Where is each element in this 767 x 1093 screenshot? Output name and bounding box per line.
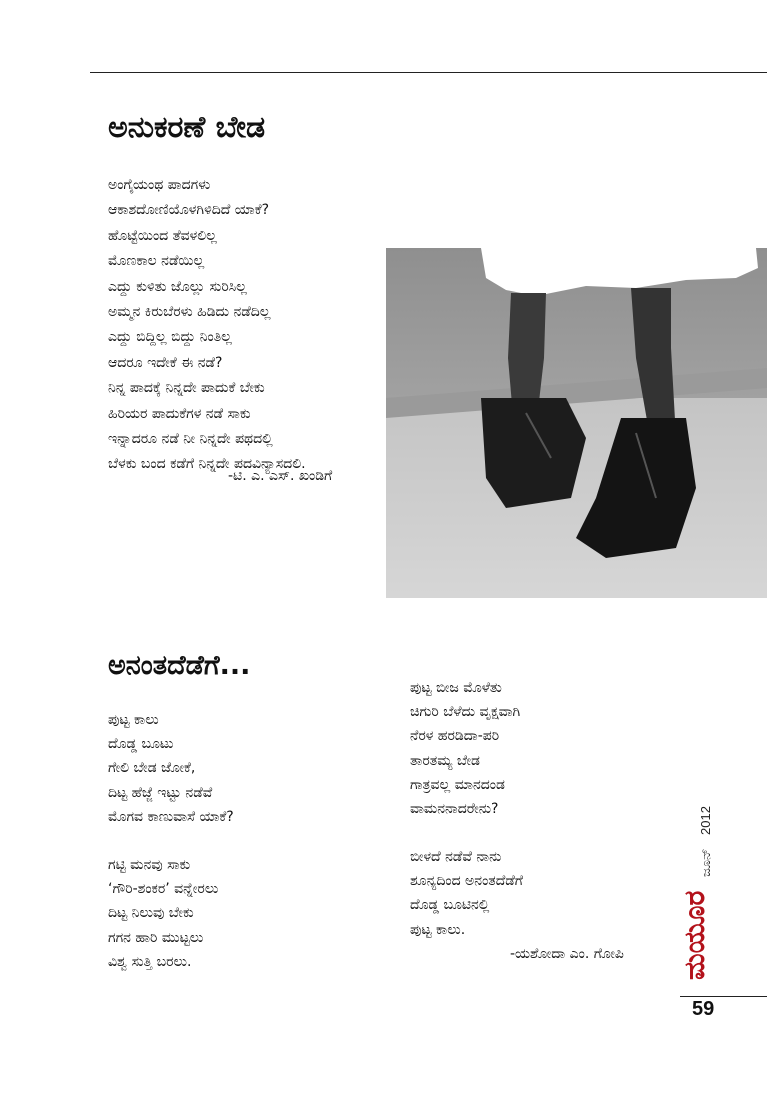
magazine-month: ಜೂನ್ (699, 848, 714, 877)
poem-line: ಪುಟ್ಟ ಕಾಲು. (410, 921, 466, 938)
poem-line: ಎದ್ದು ಬಿದ್ದಿಲ್ಲ ಬಿದ್ದು ನಿಂತಿಲ್ಲ (108, 329, 232, 346)
poem2-author: -ಯಶೋದಾ ಎಂ. ಗೋಪಿ (510, 946, 624, 962)
poem-line: ದೊಡ್ಡ ಬೂಟು (108, 736, 174, 753)
poem1-title: ಅನುಕರಣೆ ಬೇಡ (108, 110, 266, 145)
poem-line: ಹಿರಿಯರ ಪಾದುಕೆಗಳ ನಡೆ ಸಾಕು (108, 405, 251, 422)
poem-line: ‘ಗೌರಿ-ಶಂಕರ’ ವನ್ನೇರಲು (108, 881, 219, 898)
poem-line: ಬೆಳಕು ಬಂದ ಕಡೆಗೆ ನಿನ್ನದೇ ಪದವಿನ್ಯಾಸದಲಿ. (108, 456, 306, 473)
poem-line: ನೆರಳ ಹರಡಿದಾ-ಪರಿ (410, 728, 500, 745)
poem2-stanza2 (108, 853, 218, 974)
poem2-stanza1 (108, 708, 234, 829)
magazine-year: 2012 (698, 806, 713, 835)
poem1-author: -ಟಿ. ಎ. ಎಸ್. ಖಂಡಿಗೆ (228, 468, 333, 484)
poem-line: ಬೀಳದೆ ನಡೆವೆ ನಾನು (410, 849, 502, 865)
poem2-title: ಅನಂತದೆಡೆಗೆ... (108, 650, 251, 681)
poem1-lines (108, 173, 306, 478)
footer-rule (680, 996, 767, 997)
poem-line: ಗಾತ್ರವಲ್ಲ ಮಾನದಂಡ (410, 776, 505, 793)
poem-line: ದಿಟ್ಟ ನಿಲುವು ಬೇಕು (108, 905, 194, 922)
poem-line: ಗಗನ ಹಾರಿ ಮುಟ್ಟಲು (108, 929, 204, 946)
poem-line: ಗಟ್ಟಿ ಮನವು ಸಾಕು (108, 857, 191, 873)
child-in-big-shoes-photo (386, 248, 767, 598)
poem-line: ಹೊಟ್ಟೆಯಿಂದ ತೆವಳಲಿಲ್ಲ (108, 227, 217, 244)
poem-line: ದೊಡ್ಡ ಬೂಟಿನಲ್ಲಿ (410, 897, 490, 914)
poem-line: ಗೇಲಿ ಬೇಡ ಜೋಕೆ, (108, 760, 196, 777)
poem2-stanza3 (410, 676, 520, 821)
magazine-logo: ಮಯೂರ (678, 890, 711, 980)
poem-line: ತಾರತಮ್ಯ ಬೇಡ (410, 752, 480, 769)
poem-line: ನಿನ್ನ ಪಾದಕ್ಕೆ ನಿನ್ನದೇ ಪಾದುಕೆ ಬೇಕು (108, 380, 265, 397)
poem-line: ಇನ್ನಾದರೂ ನಡೆ ನೀ ನಿನ್ನದೇ ಪಥದಲ್ಲಿ (108, 431, 273, 448)
poem2-stanza4 (410, 845, 523, 942)
poem-line: ಮೊಗವ ಕಾಣುವಾಸೆ ಯಾಕೆ? (108, 808, 234, 825)
poem-line: ಪುಟ್ಟ ಬೀಜ ಮೊಳೆತು (410, 680, 502, 696)
poem-line: ದಿಟ್ಟ ಹೆಜ್ಜೆ ಇಟ್ಟು ನಡೆವೆ (108, 784, 213, 801)
magazine-sidebar (668, 795, 718, 985)
poem-line: ಆದರೂ ಇದೇಕೆ ಈ ನಡೆ? (108, 354, 223, 371)
poem-line: ಪುಟ್ಟ ಕಾಲು (108, 712, 159, 728)
poem-line: ವಾಮನನಾದರೇನು? (410, 801, 499, 818)
page-number: 59 (692, 998, 715, 1020)
poem-line: ಎದ್ದು ಕುಳಿತು ಜೊಲ್ಲು ಸುರಿಸಿಲ್ಲ (108, 278, 247, 295)
poem-line: ವಿಶ್ವ ಸುತ್ತಿ ಬರಲು. (108, 953, 192, 970)
poem-line: ಆಕಾಶದೋಣಿಯೊಳಗಿಳಿದಿದೆ ಯಾಕೆ? (108, 202, 270, 219)
poem-line: ಅಂಗೈಯಂಥ ಪಾದಗಳು (108, 177, 211, 193)
poem-line: ಚಿಗುರಿ ಬೆಳೆದು ವೃಕ್ಷವಾಗಿ (410, 704, 521, 721)
poem-line: ಶೂನ್ಯದಿಂದ ಅನಂತದೆಡೆಗೆ (410, 873, 523, 890)
top-rule (90, 72, 767, 73)
poem-line: ಮೊಣಕಾಲ ನಡೆಯಿಲ್ಲ (108, 253, 205, 270)
poem-line: ಅಮ್ಮನ ಕಿರುಬೆರಳು ಹಿಡಿದು ನಡೆದಿಲ್ಲ (108, 304, 271, 321)
